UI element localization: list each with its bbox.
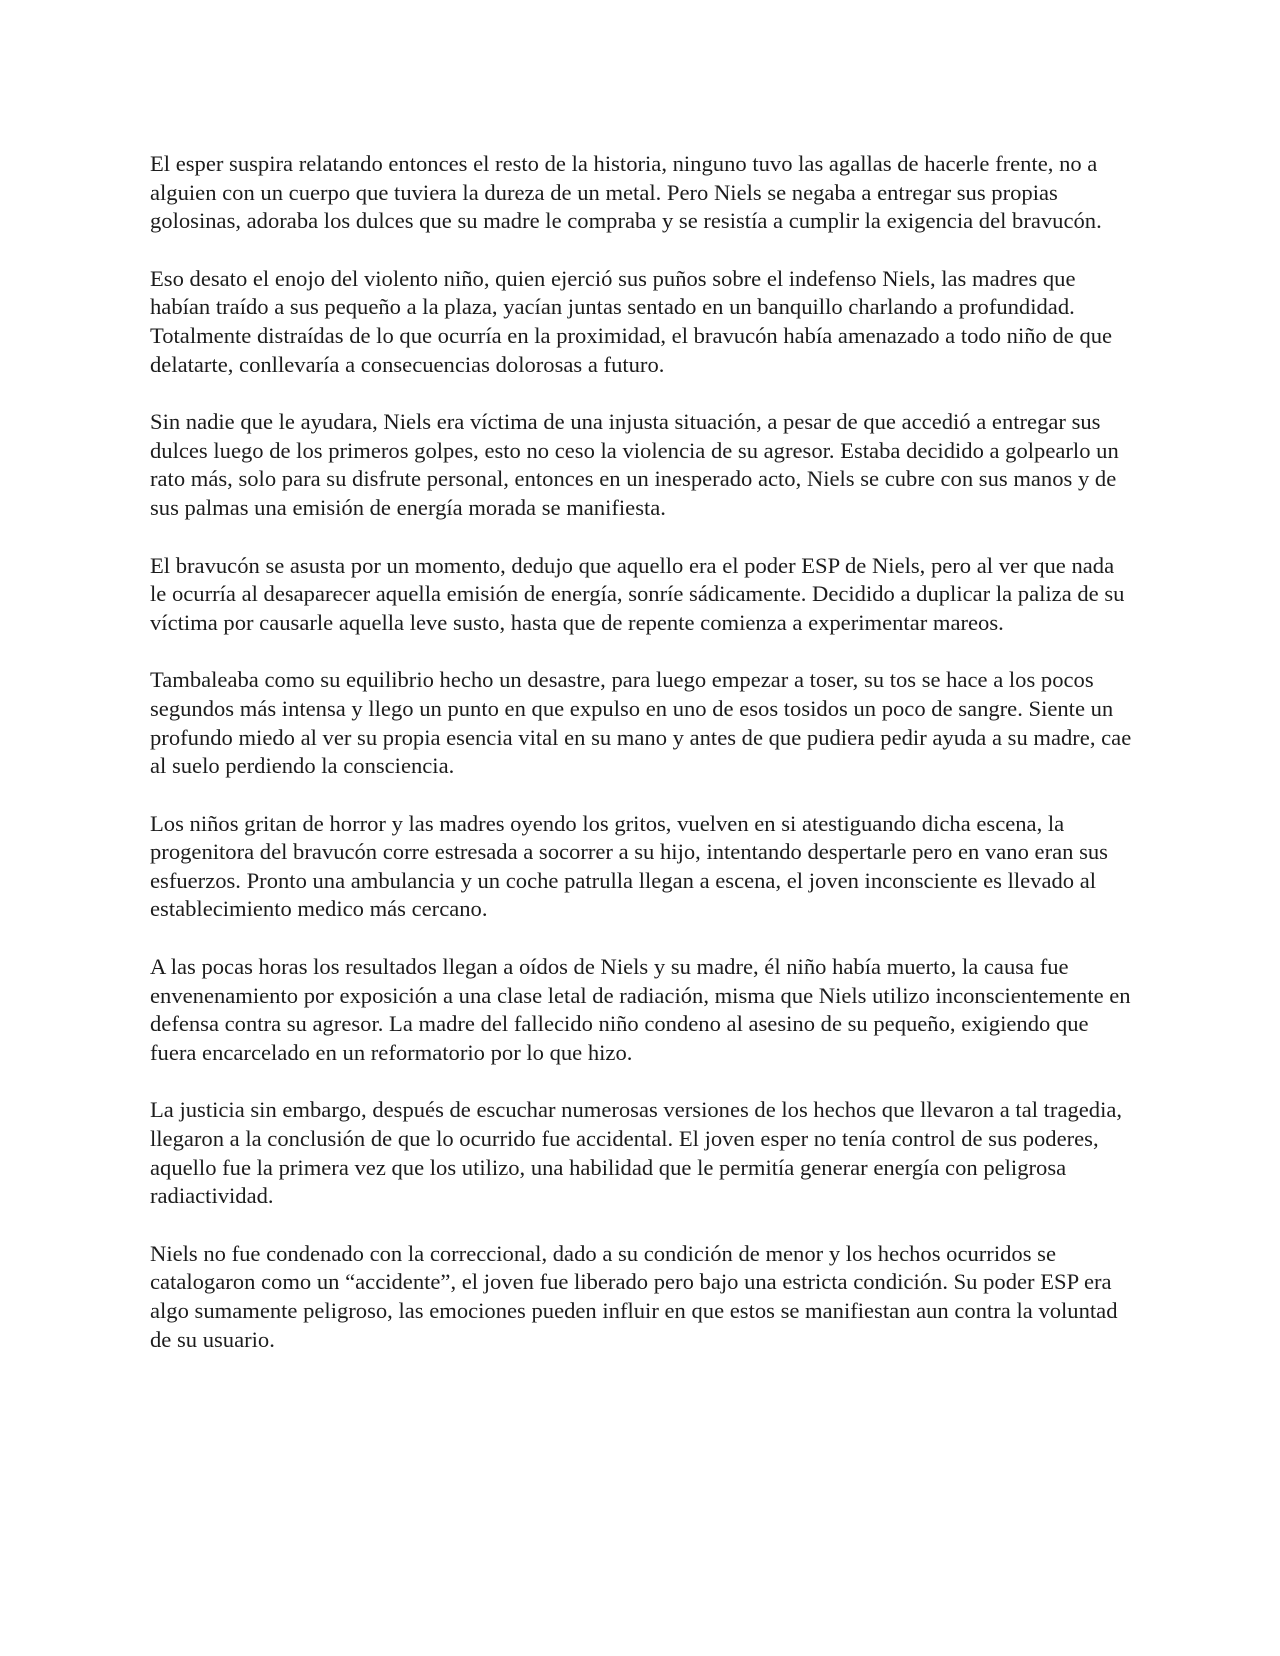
paragraph: Tambaleaba como su equilibrio hecho un desastre, para luego empezar a toser, su tos se hace a los pocos segundos más intensa y llego un punto en que expulso en uno de esos tosidos un poco de sangre. Siente un profundo miedo al ver su propia esencia vital en su mano y antes de que pudiera pedir ayuda a su madre, cae al suelo perdiendo la consciencia. — [150, 667, 1132, 779]
document-body — [150, 150, 1135, 1383]
paragraph: El bravucón se asusta por un momento, dedujo que aquello era el poder ESP de Niels, pero al ver que nada le ocurría al desaparecer aquella emisión de energía, sonríe sádicamente. Decidido a duplicar la paliza de su víctima por causarle aquella leve susto, hasta que de repente comienza a experimentar mareos. — [150, 552, 1125, 635]
paragraph: El esper suspira relatando entonces el resto de la historia, ninguno tuvo las agallas de hacerle frente, no a alguien con un cuerpo que tuviera la dureza de un metal. Pero Niels se negaba a entregar sus propias golosinas, adoraba los dulces que su madre le compraba y se resistía a cumplir la exigencia del bravucón. — [150, 151, 1102, 234]
paragraph: Niels no fue condenado con la correccional, dado a su condición de menor y los hechos ocurridos se catalogaron como un “accidente”, el joven fue liberado pero bajo una estricta condición. Su poder ESP era algo sumamente peligroso, las emociones pueden influir en que estos se manifiestan aun contra la voluntad de su usuario. — [150, 1240, 1118, 1352]
paragraph: A las pocas horas los resultados llegan a oídos de Niels y su madre, él niño había muerto, la causa fue envenenamiento por exposición a una clase letal de radiación, misma que Niels utilizo inconscientemente en defensa contra su agresor. La madre del fallecido niño condeno al asesino de su pequeño, exigiendo que fuera encarcelado en un reformatorio por lo que hizo. — [150, 954, 1131, 1065]
paragraph: Los niños gritan de horror y las madres oyendo los gritos, vuelven en si atestiguando dicha escena, la progenitora del bravucón corre estresada a socorrer a su hijo, intentando despertarle pero en vano eran sus esfuerzos. Pronto una ambulancia y un coche patrulla llegan a escena, el joven inconsciente es llevado al establecimiento medico más cercano. — [150, 810, 1108, 922]
paragraph: Sin nadie que le ayudara, Niels era víctima de una injusta situación, a pesar de que accedió a entregar sus dulces luego de los primeros golpes, esto no ceso la violencia de su agresor. Estaba decidido a golpearlo un rato más, solo para su disfrute personal, entonces en un inesperado acto, Niels se cubre con sus manos y de sus palmas una emisión de energía morada se manifiesta. — [150, 409, 1119, 520]
paragraph: La justicia sin embargo, después de escuchar numerosas versiones de los hechos que llevaron a tal tragedia, llegaron a la conclusión de que lo ocurrido fue accidental. El joven esper no tenía control de sus poderes, aquello fue la primera vez que los utilizo, una habilidad que le permitía generar energía con peligrosa radiactividad. — [150, 1097, 1123, 1209]
paragraph: Eso desato el enojo del violento niño, quien ejerció sus puños sobre el indefenso Niels, las madres que habían traído a sus pequeño a la plaza, yacían juntas sentado en un banquillo charlando a profundidad. Totalmente distraídas de lo que ocurría en la proximidad, el bravucón había amenazado a todo niño de que delatarte, conllevaría a consecuencias dolorosas a futuro. — [150, 265, 1113, 377]
